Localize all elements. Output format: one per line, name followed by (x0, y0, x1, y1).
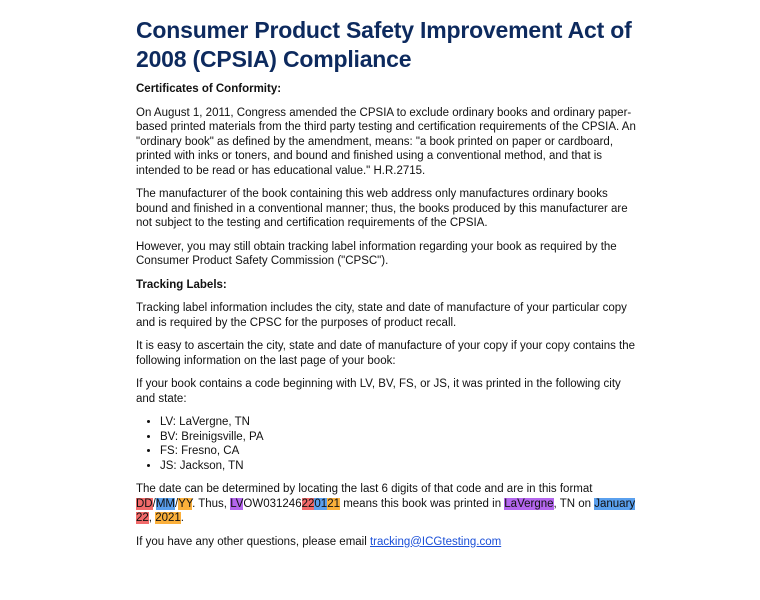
tracking-heading: Tracking Labels: (136, 278, 227, 291)
format-dd-highlight: DD (136, 497, 153, 510)
tracking-paragraph-1: Tracking label information includes the city, state and date of manufacture of your particular copy and is required by the CPSC for the purposes of product recall. (136, 302, 627, 329)
certificates-heading: Certificates of Conformity: (136, 83, 282, 95)
date-format-lead: The date can be determined by locating the last 6 digits of that code and are in this format (136, 483, 593, 495)
email-link[interactable]: tracking@ICGtesting.com (369, 535, 502, 548)
page-title: Consumer Product Safety Improvement Act of 2008 (CPSIA) Compliance (136, 17, 632, 72)
code-yy-highlight: 21 (327, 497, 340, 510)
tracking-paragraph-3: If your book contains a code beginning with LV, BV, FS, or JS, it was printed in the following city and state: (136, 378, 621, 405)
list-item: • JS: Jackson, TN (160, 459, 636, 474)
list-item: • FS: Fresno, CA (160, 444, 636, 459)
month-highlight: January (594, 497, 636, 510)
means-text: means this book was printed in (340, 497, 505, 510)
certificates-paragraph-3: However, you may still obtain tracking label information regarding your book as required by the Consumer Product Safety Commission ("CPSC"). (136, 240, 617, 267)
format-slash: / (175, 497, 179, 510)
compliance-page (136, 16, 636, 558)
city-highlight: LaVergne (504, 497, 554, 510)
year-highlight: 2021 (155, 512, 181, 524)
tracking-paragraph-2: It is easy to ascertain the city, state and date of manufacture of your copy if your copy contains the following information on the last page of your book: (136, 340, 636, 367)
code-middle: OW031246 (243, 497, 302, 510)
certificates-paragraph-1: On August 1, 2011, Congress amended the CPSIA to exclude ordinary books and ordinary paper-based printed materials from the third party testing and certification requirements of the CPSIA. An "ordinary book" as defined by the amendment, means: "a book printed on paper or cardboard, printed with inks or toners, and bound and finished using a conventional method, and that is intended to be read or has educational value." H.R.2715. (136, 106, 636, 177)
format-yy-highlight: YY (178, 497, 193, 510)
format-slash: / (152, 497, 156, 510)
list-item: • LV: LaVergne, TN (160, 415, 636, 430)
contact-paragraph (136, 535, 636, 550)
date-format-paragraph (136, 482, 636, 526)
contact-lead: If you have any other questions, please email (136, 535, 370, 548)
code-lv-highlight: LV (230, 497, 244, 510)
location-code-list (136, 415, 636, 473)
state-text: , TN on (553, 497, 595, 510)
certificates-paragraph-2: The manufacturer of the book containing this web address only manufactures ordinary books bound and finished in a conventional manner; thus, the books produced by this manufacturer are not subject to the testing and certification requirements of the CPSIA. (136, 188, 628, 229)
date-end: . (180, 512, 184, 524)
code-mm-highlight: 01 (314, 497, 328, 510)
code-dd-highlight: 22 (301, 497, 315, 510)
list-item: • BV: Breinigsville, PA (160, 430, 636, 445)
format-mm-highlight: MM (155, 497, 175, 510)
format-after: . Thus, (192, 497, 231, 510)
date-comma: , (148, 512, 156, 524)
day-highlight: 22 (136, 512, 149, 524)
